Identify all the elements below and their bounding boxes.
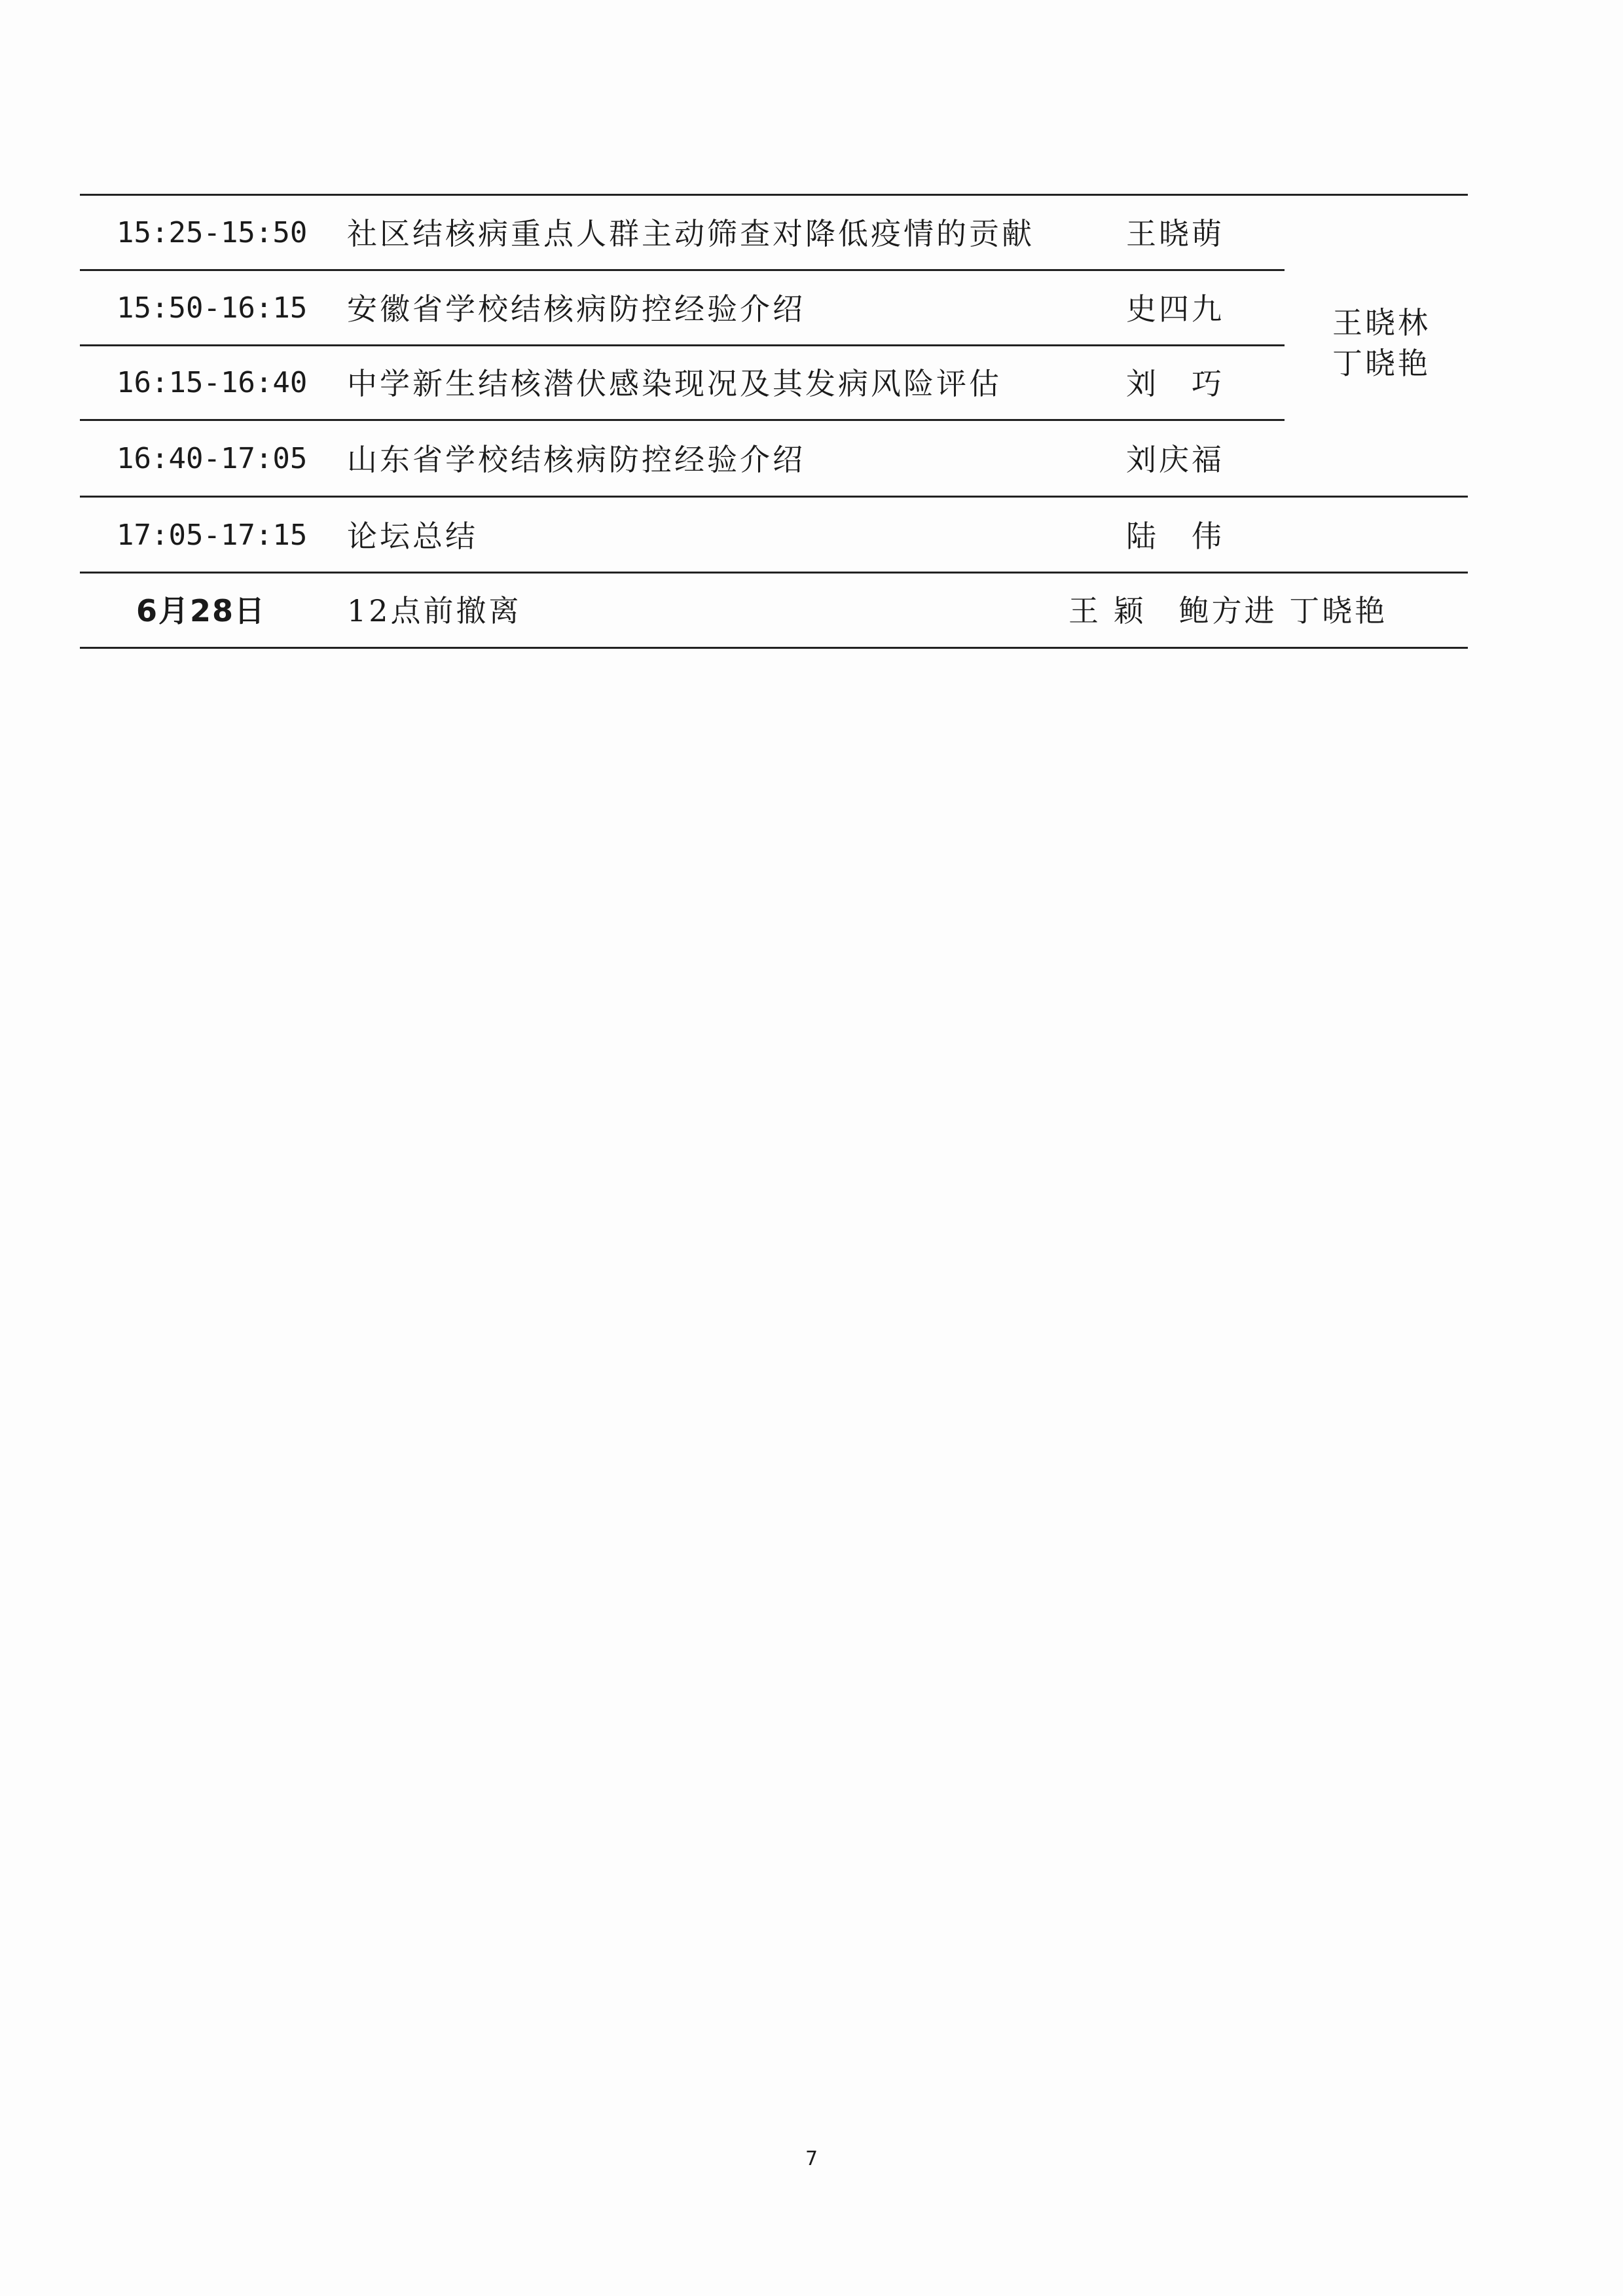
table-top-rule (80, 194, 1468, 196)
table-row-time: 15:25-15:50 (117, 216, 308, 249)
table-row-topic: 山东省学校结核病防控经验介绍 (347, 442, 805, 477)
row-divider (80, 419, 1285, 421)
table-row-speaker: 陆 伟 (1126, 519, 1224, 554)
final-row-note: 12点前撤离 (347, 593, 522, 629)
table-row-time: 17:05-17:15 (117, 519, 308, 552)
table-row-speaker: 刘 巧 (1126, 366, 1224, 401)
table-row-topic: 安徽省学校结核病防控经验介绍 (347, 291, 805, 327)
table-row-time: 16:40-17:05 (117, 442, 308, 475)
moderators-cell (1316, 302, 1447, 384)
table-row-time: 15:50-16:15 (117, 291, 308, 325)
table-row-topic: 中学新生结核潜伏感染现况及其发病风险评估 (347, 366, 1002, 401)
table-row-speaker: 刘庆福 (1126, 442, 1224, 477)
final-row-staff: 王 颖 鲍方进 丁晓艳 (1068, 593, 1388, 629)
moderator-name: 王晓林 (1332, 305, 1431, 340)
table-bottom-rule (80, 647, 1468, 649)
table-row-speaker: 王晓萌 (1126, 216, 1224, 251)
row-divider (80, 496, 1468, 498)
row-divider (80, 572, 1468, 574)
table-row-topic: 论坛总结 (347, 519, 478, 554)
moderator-name: 丁晓艳 (1332, 346, 1431, 381)
final-row-date: 6月28日 (136, 593, 266, 629)
table-row-speaker: 史四九 (1126, 291, 1224, 327)
page-number: 7 (805, 2147, 818, 2170)
table-row-topic: 社区结核病重点人群主动筛查对降低疫情的贡献 (347, 216, 1034, 251)
table-row-time: 16:15-16:40 (117, 366, 308, 399)
row-divider (80, 344, 1285, 346)
row-divider (80, 269, 1285, 271)
